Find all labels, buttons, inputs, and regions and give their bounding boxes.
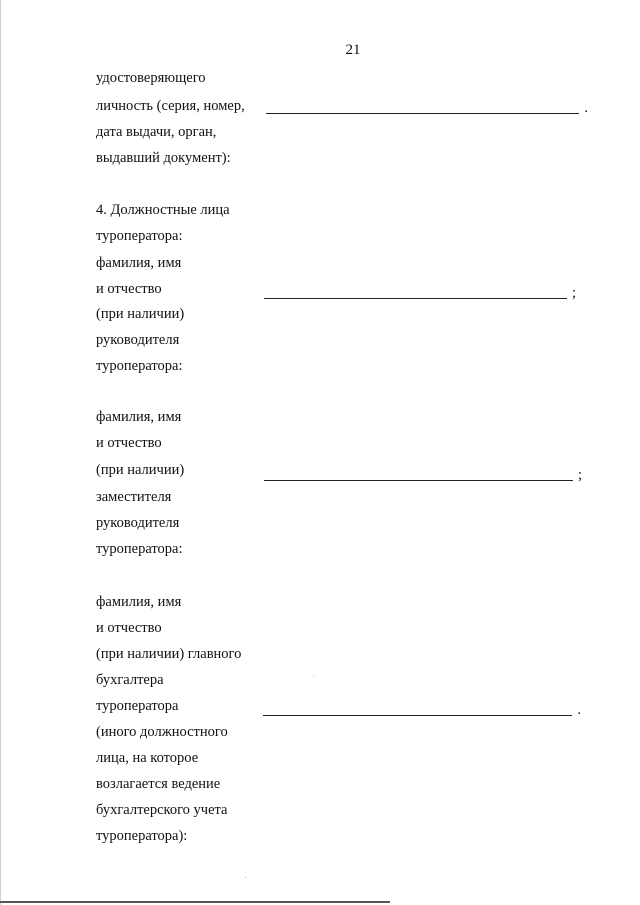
- text-line: и отчество: [96, 620, 162, 636]
- text-line: фамилия, имя: [96, 255, 182, 271]
- field-punctuation: ;: [577, 467, 582, 483]
- text-line: (иного должностного: [96, 724, 228, 740]
- text-line: фамилия, имя: [96, 594, 182, 610]
- field-punctuation: .: [577, 702, 581, 718]
- text-line: (при наличии): [96, 462, 185, 478]
- text-line: бухгалтера: [96, 672, 164, 688]
- text-line: туроператора:: [96, 358, 183, 374]
- fill-in-line: [264, 466, 582, 484]
- field-punctuation: .: [584, 100, 588, 116]
- scan-edge-bottom: [0, 901, 390, 903]
- text-line: фамилия, имя: [96, 409, 182, 425]
- text-line: руководителя: [96, 515, 180, 531]
- text-line: туроператора:: [96, 541, 183, 557]
- text-line: руководителя: [96, 332, 180, 348]
- text-line: возлагается ведение: [96, 776, 221, 792]
- field-punctuation: ;: [571, 285, 576, 301]
- underline: [266, 113, 579, 114]
- fill-in-line: [263, 701, 581, 719]
- text-line: (при наличии): [96, 306, 185, 322]
- text-line: личность (серия, номер,: [96, 98, 245, 114]
- underline: [264, 298, 567, 299]
- text-line: лица, на которое: [96, 750, 199, 766]
- fill-in-line: [264, 284, 576, 302]
- scan-speck: [313, 676, 314, 677]
- text-line: (при наличии) главного: [96, 646, 242, 662]
- scan-speck: [245, 877, 246, 878]
- page-number: 21: [345, 42, 361, 58]
- text-line: выдавший документ):: [96, 150, 231, 166]
- fill-in-line: [266, 99, 588, 117]
- text-line: дата выдачи, орган,: [96, 124, 217, 140]
- scan-edge-left: [0, 0, 1, 905]
- text-line: туроператора: [96, 698, 179, 714]
- text-line: бухгалтерского учета: [96, 802, 228, 818]
- section-heading: 4. Должностные лица: [96, 202, 230, 218]
- text-line: удостоверяющего: [96, 70, 206, 86]
- text-line: туроператора:: [96, 228, 183, 244]
- text-line: туроператора):: [96, 828, 188, 844]
- underline: [263, 715, 572, 716]
- text-line: заместителя: [96, 489, 172, 505]
- underline: [264, 480, 573, 481]
- text-line: и отчество: [96, 281, 162, 297]
- text-line: и отчество: [96, 435, 162, 451]
